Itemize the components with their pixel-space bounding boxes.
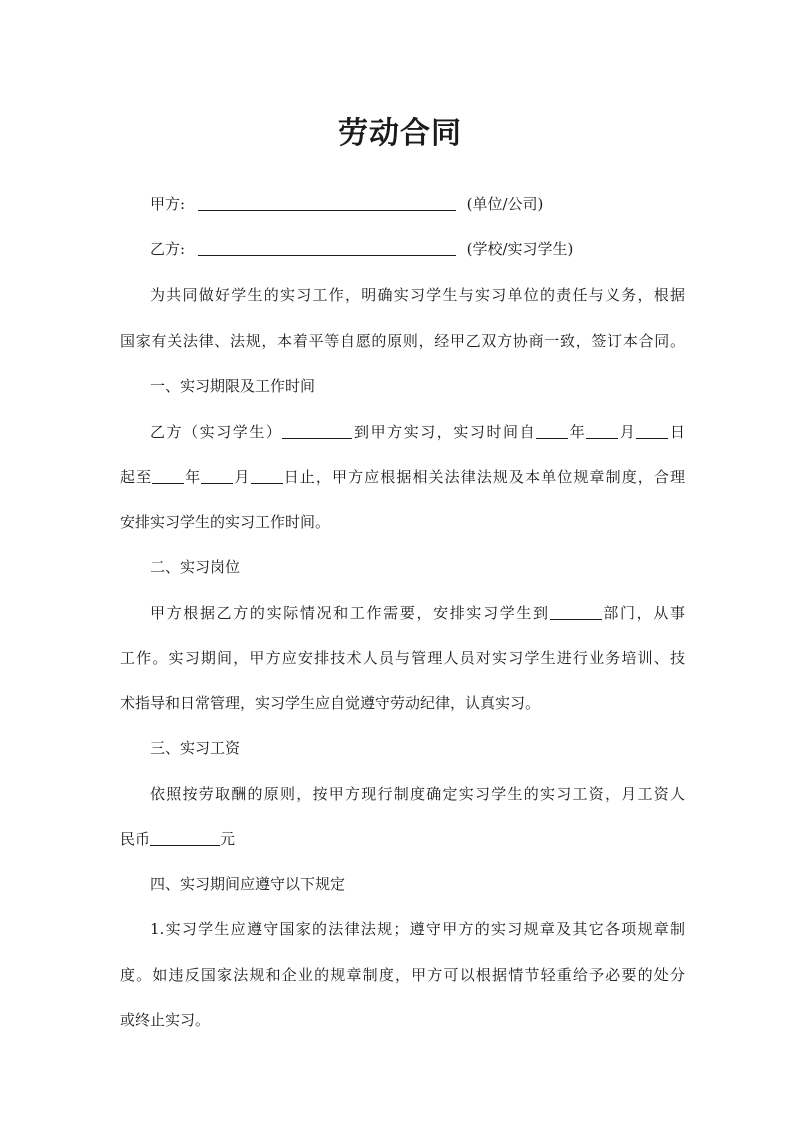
start-year-label: 年 — [568, 423, 587, 441]
section-2-line-1 — [150, 602, 685, 624]
section-3-line-1: 依照按劳取酬的原则，按甲方现行制度确定实习学生的实习工资，月工资人 — [150, 785, 685, 803]
section-4-line-1: 1.实习学生应遵守国家的法律法规；遵守甲方的实习规章及其它各项规章制 — [150, 920, 685, 938]
department-blank[interactable] — [550, 603, 602, 620]
student-name-blank[interactable] — [282, 422, 352, 439]
party-a-blank[interactable] — [198, 194, 456, 211]
document-title: 劳动合同 — [338, 116, 462, 151]
section-2-line-2: 工作。实习期间，甲方应安排技术人员与管理人员对实习学生进行业务培训、技 — [120, 649, 685, 667]
section-1-line-3: 安排实习学生的实习工作时间。 — [120, 513, 331, 531]
section-4-line-3: 或终止实习。 — [120, 1011, 211, 1029]
party-b-note: (学校/实习学生) — [466, 240, 574, 258]
section-1-heading: 一、实习期限及工作时间 — [150, 377, 316, 395]
start-year-blank[interactable] — [536, 422, 568, 439]
party-a-note: (单位/公司) — [466, 195, 544, 213]
party-b-line — [150, 238, 685, 260]
intro-line-1: 为共同做好学生的实习工作，明确实习学生与实习单位的责任与义务，根据 — [150, 286, 685, 304]
section-2-text-b: 部门，从事 — [601, 604, 685, 622]
end-year-blank[interactable] — [152, 467, 184, 484]
section-4-heading: 四、实习期间应遵守以下规定 — [150, 875, 346, 893]
end-month-blank[interactable] — [201, 467, 233, 484]
start-day-label: 日 — [668, 423, 685, 441]
start-month-blank[interactable] — [586, 422, 618, 439]
section-2-line-3: 术指导和日常管理，实习学生应自觉遵守劳动纪律，认真实习。 — [120, 694, 541, 712]
section-1-text-d: 日止，甲方应根据相关法律法规及本单位规章制度，合理 — [282, 468, 685, 486]
start-day-blank[interactable] — [636, 422, 668, 439]
section-3-line-2 — [120, 828, 685, 850]
section-3-text-b: 元 — [220, 830, 236, 848]
end-day-blank[interactable] — [251, 467, 283, 484]
party-b-label: 乙方: — [150, 240, 186, 258]
section-2-text-a: 甲方根据乙方的实际情况和工作需要，安排实习学生到 — [150, 604, 550, 622]
start-month-label: 月 — [618, 423, 637, 441]
section-3-heading: 三、实习工资 — [150, 739, 241, 757]
party-a-line — [150, 193, 685, 215]
section-1-text-a: 乙方（实习学生） — [150, 423, 283, 441]
wage-blank[interactable] — [150, 829, 220, 846]
party-b-blank[interactable] — [198, 239, 456, 256]
end-year-label: 年 — [184, 468, 202, 486]
section-1-text-b: 到甲方实习，实习时间自 — [352, 423, 537, 441]
section-1-line-2 — [120, 466, 685, 488]
intro-line-2: 国家有关法律、法规，本着平等自愿的原则，经甲乙双方协商一致，签订本合同。 — [120, 332, 685, 350]
section-2-heading: 二、实习岗位 — [150, 558, 241, 576]
section-1-text-c: 起至 — [120, 468, 153, 486]
section-1-line-1 — [150, 421, 685, 443]
section-3-text-a: 民币 — [120, 830, 151, 848]
party-a-label: 甲方: — [150, 195, 186, 213]
end-month-label: 月 — [233, 468, 251, 486]
section-4-line-2: 度。如违反国家法规和企业的规章制度，甲方可以根据情节轻重给予必要的处分 — [120, 966, 685, 984]
